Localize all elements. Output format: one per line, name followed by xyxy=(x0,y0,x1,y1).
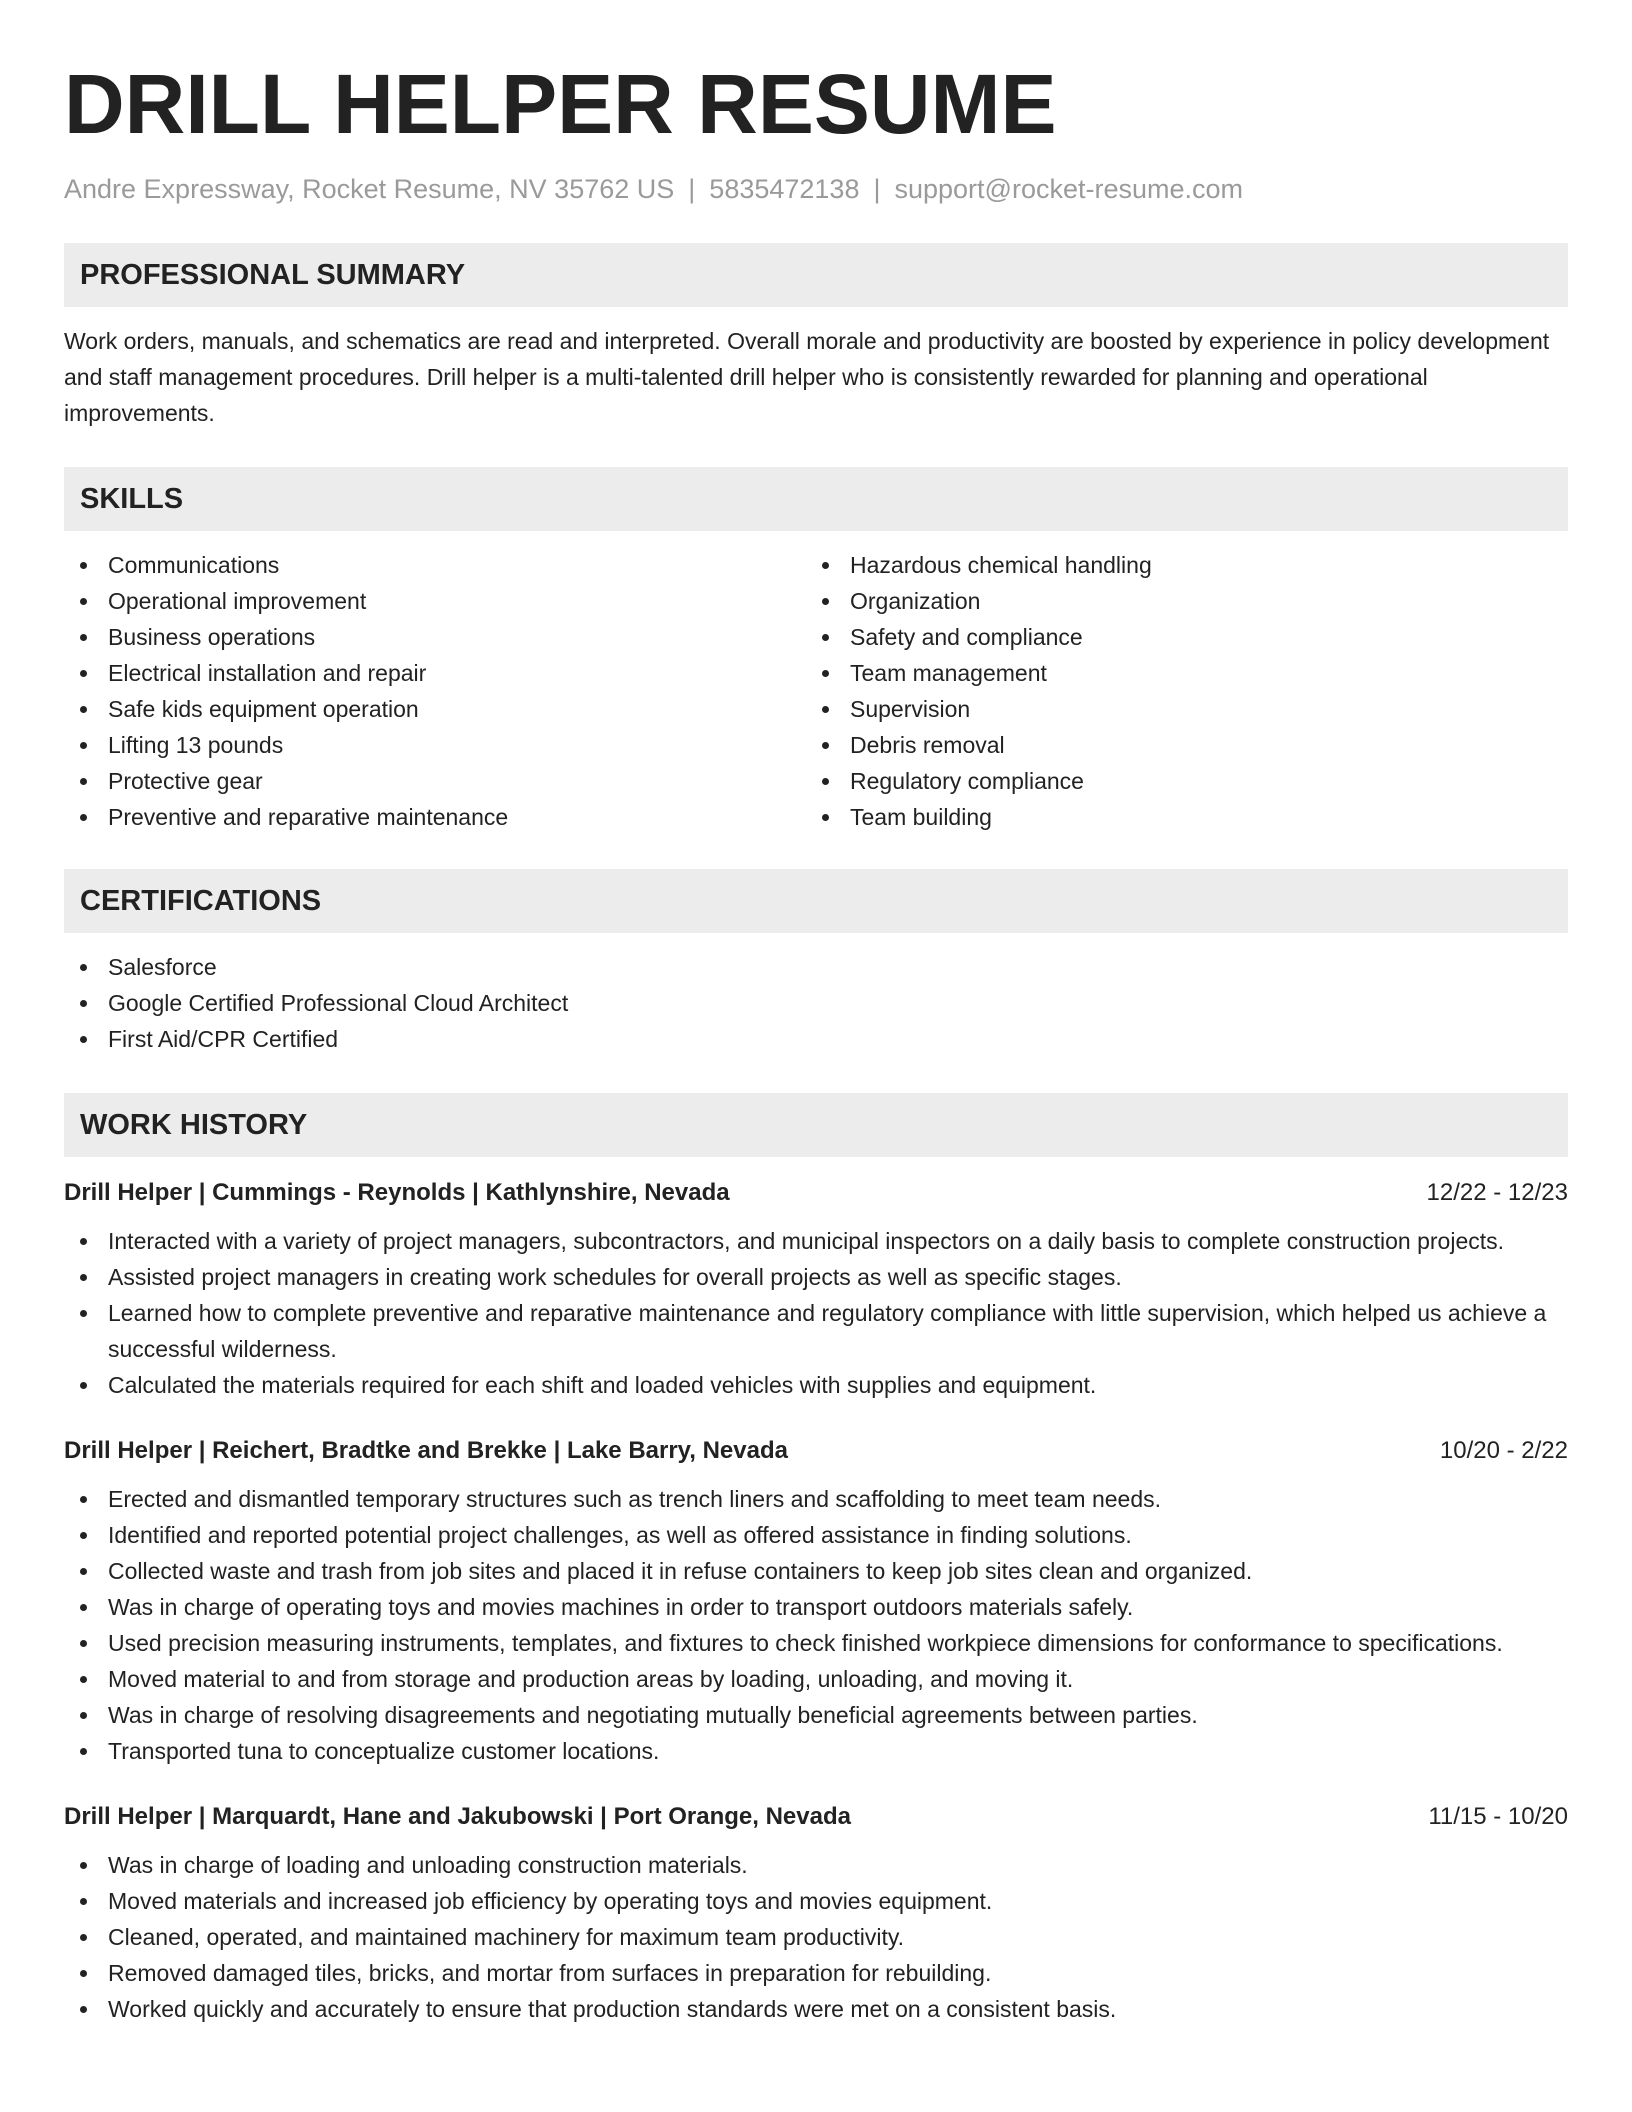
job-title: Drill Helper | Reichert, Bradtke and Brekke | Lake Barry, Nevada xyxy=(64,1437,788,1464)
job-bullet: Learned how to complete preventive and reparative maintenance and regulatory compliance with little supervision, which helped us achieve a successful wilderness. xyxy=(64,1295,1568,1367)
skill-item: Preventive and reparative maintenance xyxy=(64,799,806,835)
job-bullet: Was in charge of resolving disagreements and negotiating mutually beneficial agreements between parties. xyxy=(64,1697,1568,1733)
skill-item: Organization xyxy=(806,583,1548,619)
job-bullet: Erected and dismantled temporary structures such as trench liners and scaffolding to meet team needs. xyxy=(64,1481,1568,1517)
job-bullet: Calculated the materials required for each shift and loaded vehicles with supplies and equipment. xyxy=(64,1367,1568,1403)
skill-item: Communications xyxy=(64,547,806,583)
job-entry xyxy=(64,1433,1568,1769)
job-title: Drill Helper | Marquardt, Hane and Jakubowski | Port Orange, Nevada xyxy=(64,1803,851,1830)
job-header xyxy=(64,1175,1568,1211)
job-bullet: Collected waste and trash from job sites and placed it in refuse containers to keep job sites clean and organized. xyxy=(64,1553,1568,1589)
summary-text: Work orders, manuals, and schematics are read and interpreted. Overall morale and productivity are boosted by experience in policy development and staff management procedures. Drill helper is a multi-talented drill helper who is consistently rewarded for planning and operational improvements. xyxy=(64,328,1550,426)
skill-item: Regulatory compliance xyxy=(806,763,1548,799)
job-bullets xyxy=(64,1847,1568,2027)
contact-separator: | xyxy=(688,174,696,204)
job-bullet: Worked quickly and accurately to ensure that production standards were met on a consistent basis. xyxy=(64,1991,1568,2027)
skill-item: Team building xyxy=(806,799,1548,835)
skills-columns xyxy=(64,547,1568,835)
job-bullet: Was in charge of operating toys and movies machines in order to transport outdoors materials safely. xyxy=(64,1589,1568,1625)
job-bullet: Cleaned, operated, and maintained machinery for maximum team productivity. xyxy=(64,1919,1568,1955)
skill-item: Lifting 13 pounds xyxy=(64,727,806,763)
contact-address: Andre Expressway, Rocket Resume, NV 35762 US xyxy=(64,174,675,204)
skill-item: Supervision xyxy=(806,691,1548,727)
job-bullet: Assisted project managers in creating work schedules for overall projects as well as specific stages. xyxy=(64,1259,1568,1295)
job-bullet: Identified and reported potential project challenges, as well as offered assistance in finding solutions. xyxy=(64,1517,1568,1553)
job-header xyxy=(64,1799,1568,1835)
job-bullets xyxy=(64,1223,1568,1403)
job-header xyxy=(64,1433,1568,1469)
job-entry xyxy=(64,1175,1568,1403)
certification-item: Salesforce xyxy=(64,949,1568,985)
contact-phone: 5835472138 xyxy=(709,174,860,204)
job-dates: 10/20 - 2/22 xyxy=(1439,1437,1568,1464)
certification-item: Google Certified Professional Cloud Architect xyxy=(64,985,1568,1021)
skill-item: Business operations xyxy=(64,619,806,655)
skills-list-left xyxy=(64,547,806,835)
job-dates: 12/22 - 12/23 xyxy=(1426,1179,1568,1206)
job-bullet: Removed damaged tiles, bricks, and mortar from surfaces in preparation for rebuilding. xyxy=(64,1955,1568,1991)
job-bullet: Used precision measuring instruments, templates, and fixtures to check finished workpiece dimensions for conformance to specifications. xyxy=(64,1625,1568,1661)
job-bullet: Interacted with a variety of project managers, subcontractors, and municipal inspectors on a daily basis to complete construction projects. xyxy=(64,1223,1568,1259)
skill-item: Safety and compliance xyxy=(806,619,1548,655)
skill-item: Protective gear xyxy=(64,763,806,799)
contact-email[interactable]: support@rocket-resume.com xyxy=(894,174,1244,204)
resume-title: DRILL HELPER RESUME xyxy=(64,57,1057,151)
skill-item: Safe kids equipment operation xyxy=(64,691,806,727)
skill-item: Team management xyxy=(806,655,1548,691)
job-entry xyxy=(64,1799,1568,2027)
certification-item: First Aid/CPR Certified xyxy=(64,1021,1568,1057)
job-bullet: Moved material to and from storage and production areas by loading, unloading, and moving it. xyxy=(64,1661,1568,1697)
job-bullet: Moved materials and increased job efficiency by operating toys and movies equipment. xyxy=(64,1883,1568,1919)
skill-item: Hazardous chemical handling xyxy=(806,547,1548,583)
contact-separator: | xyxy=(873,174,881,204)
skill-item: Debris removal xyxy=(806,727,1548,763)
section-header-certifications: CERTIFICATIONS xyxy=(64,869,1568,933)
job-bullet: Transported tuna to conceptualize customer locations. xyxy=(64,1733,1568,1769)
certifications-list xyxy=(64,949,1568,1057)
section-header-work-history: WORK HISTORY xyxy=(64,1093,1568,1157)
skill-item: Electrical installation and repair xyxy=(64,655,806,691)
skills-list-right xyxy=(806,547,1548,835)
skill-item: Operational improvement xyxy=(64,583,806,619)
job-bullet: Was in charge of loading and unloading construction materials. xyxy=(64,1847,1568,1883)
contact-line xyxy=(64,172,1568,206)
job-title: Drill Helper | Cummings - Reynolds | Kathlynshire, Nevada xyxy=(64,1179,730,1206)
section-header-skills: SKILLS xyxy=(64,467,1568,531)
job-bullets xyxy=(64,1481,1568,1769)
job-dates: 11/15 - 10/20 xyxy=(1428,1803,1568,1830)
section-header-summary: PROFESSIONAL SUMMARY xyxy=(64,243,1568,307)
resume-page xyxy=(64,0,1568,2027)
